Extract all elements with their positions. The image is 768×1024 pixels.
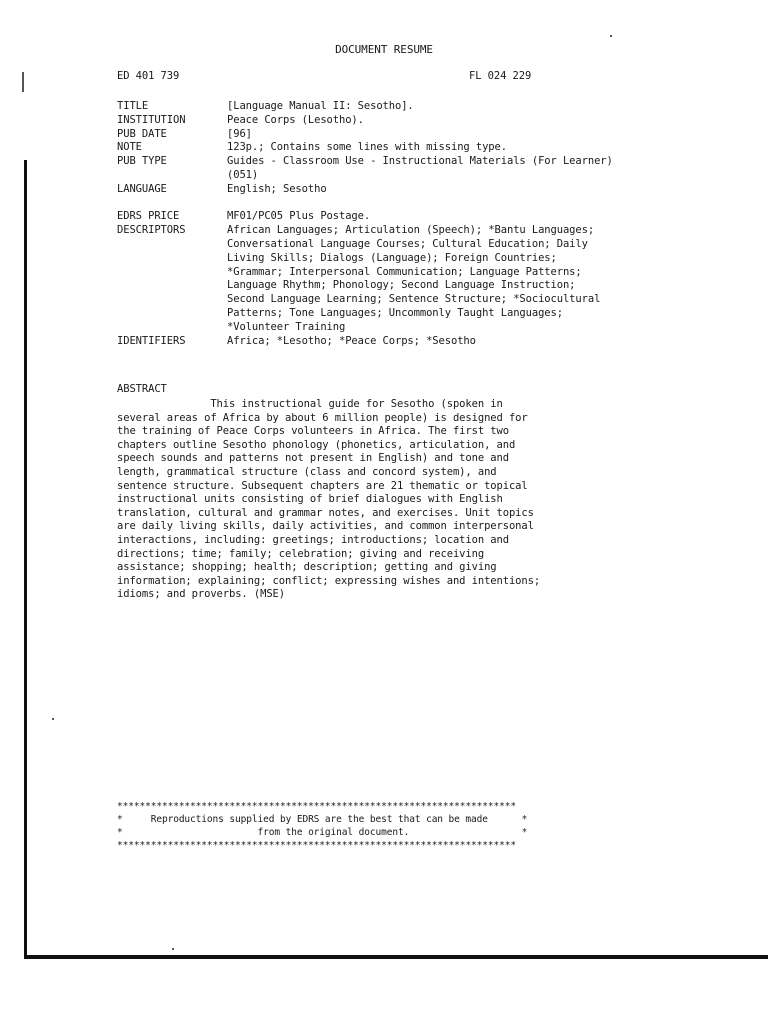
abstract-line: translation, cultural and grammar notes, and exercises. Unit topics xyxy=(117,506,534,519)
field-edrs-price xyxy=(117,210,617,224)
field-identifiers xyxy=(117,335,617,349)
field-label: PUB TYPE xyxy=(117,155,167,168)
scan-left-border xyxy=(24,160,27,958)
field-descriptors xyxy=(117,224,617,334)
reproduction-notice xyxy=(117,800,612,852)
field-label: INSTITUTION xyxy=(117,113,186,126)
field-institution xyxy=(117,114,617,128)
abstract-label: ABSTRACT xyxy=(117,383,167,395)
field-pub-date xyxy=(117,128,617,142)
scan-speck xyxy=(610,35,612,37)
field-label: PUB DATE xyxy=(117,127,167,140)
field-title xyxy=(117,100,617,114)
field-value: [Language Manual II: Sesotho]. xyxy=(227,100,414,112)
notice-border-bottom: *********************************************************************** xyxy=(117,840,516,851)
field-value: Guides - Classroom Use - Instructional Materials (For Learner) (051) xyxy=(227,155,613,181)
field-value: English; Sesotho xyxy=(227,182,327,195)
field-value: Africa; *Lesotho; *Peace Corps; *Sesotho xyxy=(227,334,476,347)
abstract-line: speech sounds and patterns not present in English) and tone and xyxy=(117,452,509,465)
field-label: IDENTIFIERS xyxy=(117,334,186,347)
field-label: DESCRIPTORS xyxy=(117,224,186,237)
abstract-line: idioms; and proverbs. (MSE) xyxy=(117,588,285,601)
abstract-line: the training of Peace Corps volunteers in Africa. The first two xyxy=(117,425,509,438)
abstract-line: instructional units consisting of brief dialogues with English xyxy=(117,493,503,506)
abstract-line: information; explaining; conflict; expressing wishes and intentions; xyxy=(117,574,541,587)
abstract-line: are daily living skills, daily activities, and common interpersonal xyxy=(117,520,534,533)
abstract-line: several areas of Africa by about 6 million people) is designed for xyxy=(117,411,528,424)
fl-number: FL 024 229 xyxy=(469,70,532,82)
field-note xyxy=(117,141,617,155)
scan-speck xyxy=(52,718,54,720)
abstract-line: interactions, including: greetings; introductions; location and xyxy=(117,533,509,546)
scan-bottom-border xyxy=(24,955,768,959)
field-language xyxy=(117,183,617,197)
abstract-line: chapters outline Sesotho phonology (phonetics, articulation, and xyxy=(117,438,516,451)
ed-number: ED 401 739 xyxy=(117,70,180,82)
metadata-fields xyxy=(117,100,617,348)
field-label: EDRS PRICE xyxy=(117,210,180,223)
field-value: MF01/PC05 Plus Postage. xyxy=(227,210,371,223)
field-label: LANGUAGE xyxy=(117,182,167,195)
abstract-line: This instructional guide for Sesotho (spoken in xyxy=(117,398,503,410)
notice-line-1: * Reproductions supplied by EDRS are the best that can be made * xyxy=(117,814,528,825)
scan-mark xyxy=(22,72,24,92)
field-pub-type xyxy=(117,155,617,183)
scan-speck xyxy=(172,948,174,950)
abstract-line: directions; time; family; celebration; giving and receiving xyxy=(117,547,485,560)
field-value: 123p.; Contains some lines with missing type. xyxy=(227,141,507,154)
field-value: African Languages; Articulation (Speech); *Bantu Languages; Conversational Language Courses; Cultural Education; Daily Living Skills; Dialogs (Language); Foreign Countries; *Grammar; Interpersonal Communication; Language Patterns; Language Rhythm; Phonology; Second Language Instruction; Second Language Learning; Sentence Structure; *Sociocultural Patterns; Tone Languages; Uncommonly Taught Languages; *Volunteer Training xyxy=(227,224,601,333)
field-value: [96] xyxy=(227,127,252,140)
notice-border-top: *********************************************************************** xyxy=(117,801,516,812)
field-label: TITLE xyxy=(117,100,149,112)
abstract-line: length, grammatical structure (class and concord system), and xyxy=(117,465,497,478)
abstract-body xyxy=(117,398,607,602)
notice-line-2: * from the original document. * xyxy=(117,827,528,838)
field-value: Peace Corps (Lesotho). xyxy=(227,113,364,126)
field-label: NOTE xyxy=(117,141,142,154)
page-title: DOCUMENT RESUME xyxy=(335,43,433,56)
abstract-line: sentence structure. Subsequent chapters are 21 thematic or topical xyxy=(117,479,528,492)
abstract-line: assistance; shopping; health; description; getting and giving xyxy=(117,561,497,574)
